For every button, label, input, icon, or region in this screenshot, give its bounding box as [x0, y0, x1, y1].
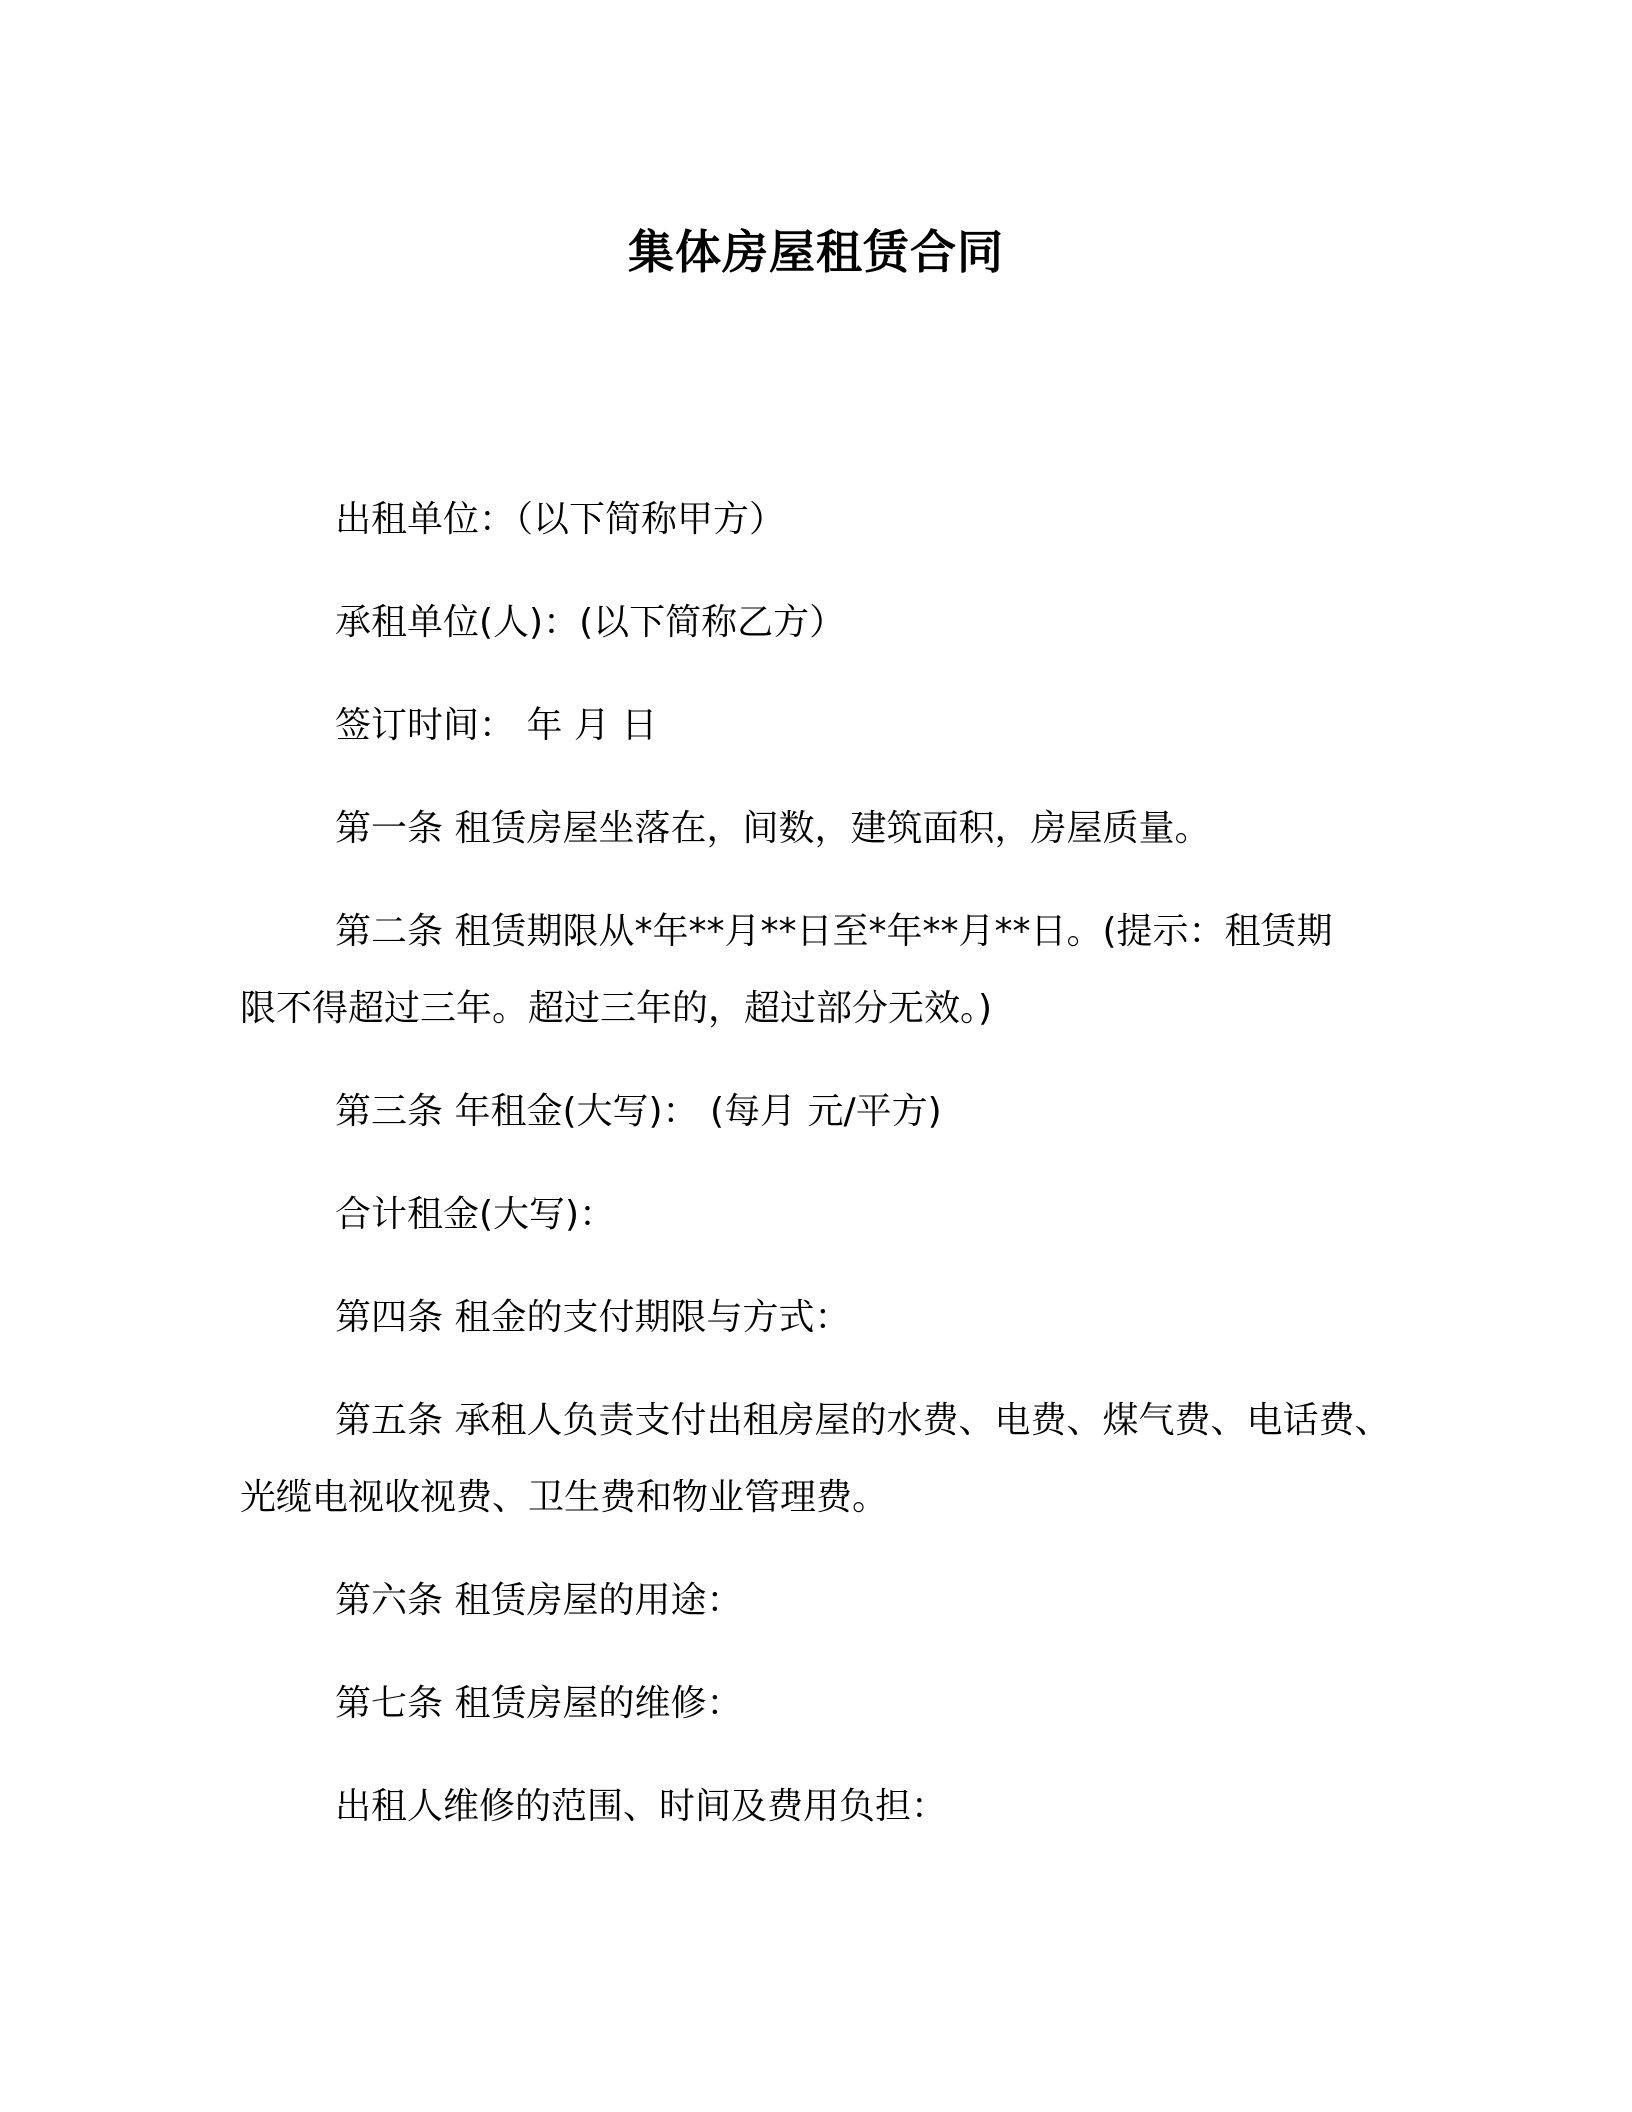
paragraph-line: 第一条 租赁房屋坐落在，间数，建筑面积，房屋质量。	[335, 808, 1211, 849]
paragraph-line: 承租单位(人)：(以下简称乙方）	[335, 602, 846, 643]
paragraph-line: 限不得超过三年。超过三年的，超过部分无效。)	[240, 988, 993, 1029]
paragraph-line: 第二条 租赁期限从*年**月**日至*年**月**日。(提示：租赁期	[335, 911, 1333, 952]
paragraph-line: 第七条 租赁房屋的维修：	[335, 1683, 743, 1724]
paragraph-line: 光缆电视收视费、卫生费和物业管理费。	[240, 1477, 889, 1518]
paragraph-line: 出租人维修的范围、时间及费用负担：	[335, 1786, 948, 1827]
paragraph-article-7	[240, 1679, 1420, 1729]
paragraph-article-4	[240, 1293, 1420, 1343]
paragraph-line: 出租单位：（以下简称甲方）	[335, 499, 786, 540]
paragraph-lessor	[240, 495, 1420, 545]
paragraph-article-1	[240, 804, 1420, 854]
paragraph-lessee	[240, 598, 1420, 648]
paragraph-total-rent	[240, 1190, 1420, 1240]
paragraph-line: 第三条 年租金(大写)： (每月 元/平方)	[335, 1091, 942, 1132]
paragraph-article-2	[240, 907, 1420, 1034]
document-title: 集体房屋租赁合同	[628, 225, 1004, 279]
paragraph-line: 第六条 租赁房屋的用途：	[335, 1580, 743, 1621]
paragraph-article-6	[240, 1576, 1420, 1626]
paragraph-line: 第四条 租金的支付期限与方式：	[335, 1297, 851, 1338]
paragraph-article-5	[240, 1396, 1420, 1523]
paragraph-line: 第五条 承租人负责支付出租房屋的水费、电费、煤气费、电话费、	[335, 1400, 1391, 1441]
paragraph-signing-date	[240, 701, 1420, 751]
paragraph-line: 签订时间： 年 月 日	[335, 705, 658, 746]
paragraph-line: 合计租金(大写)：	[335, 1194, 616, 1235]
paragraph-lessor-repair	[240, 1782, 1420, 1832]
paragraph-article-3	[240, 1087, 1420, 1137]
